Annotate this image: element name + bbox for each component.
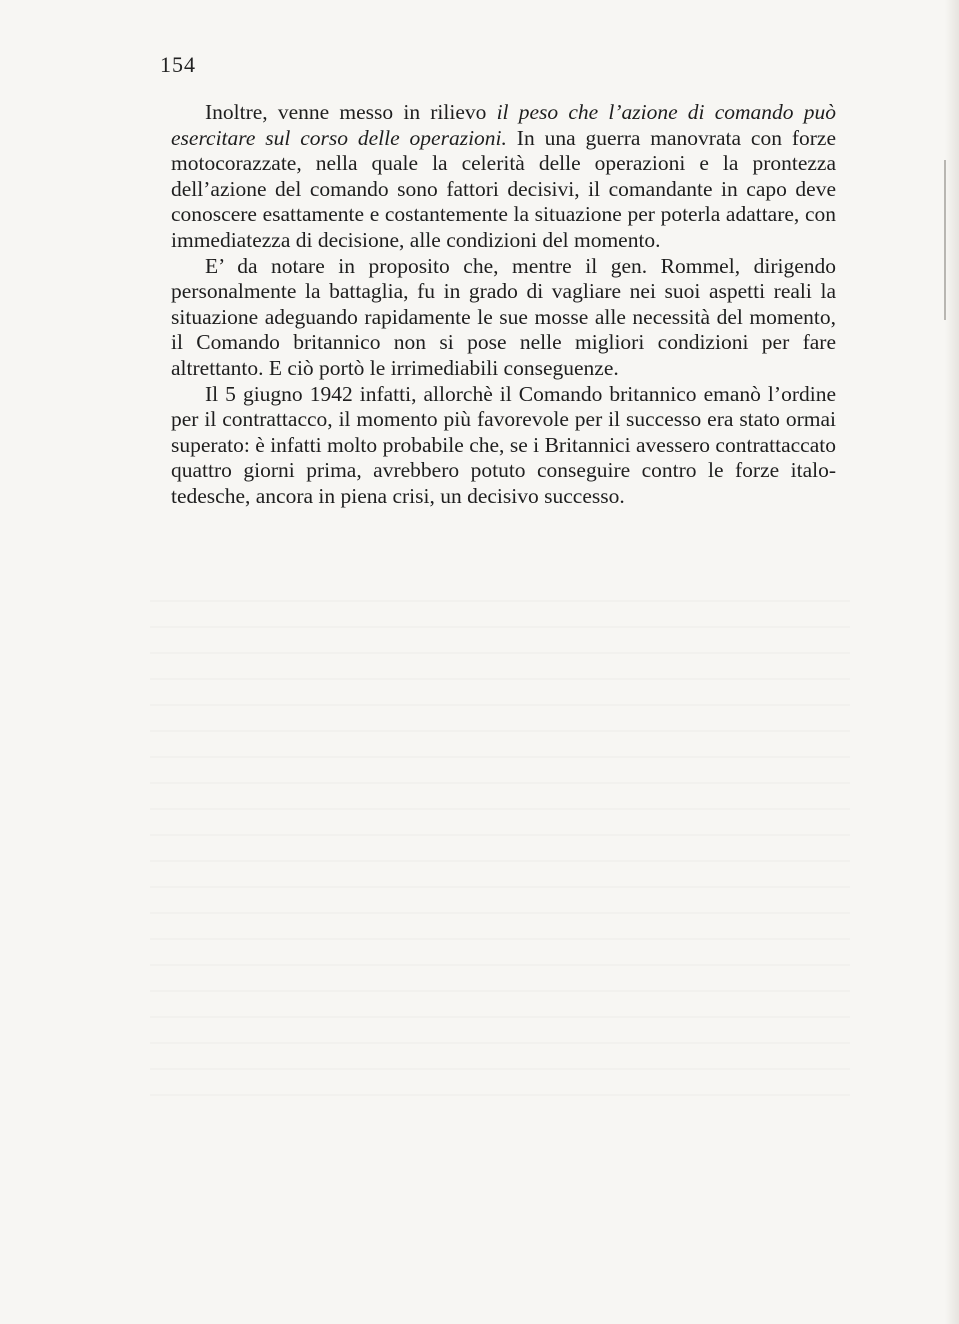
paragraph-3: Il 5 giugno 1942 infatti, allorchè il Comando britannico emanò l’ordine per il contrattacco, il momento più favorevole per il successo era stato ormai superato: è infatti molto probabile che, se i Britannici avessero contrattaccato quattro giorni prima, avrebbero potuto conseguire contro le forze italo-tedesche, ancora in piena crisi, un decisivo successo. xyxy=(171,381,836,508)
paragraph-1 xyxy=(171,100,836,254)
paragraph-1-lead: Inoltre, venne messo in rilievo xyxy=(205,100,497,124)
paragraph-1-body: In una guerra manovrata con forze motocorazzate, nella quale la celerità delle operazioni e la prontezza dell’azione del comando sono fattori decisivi, il comandante in capo deve conoscere esattamente e costantemente la situazione per poterla adattare, con immediatezza di decisione, alle condizioni del momento. xyxy=(171,125,836,252)
page-number: 154 xyxy=(160,52,196,77)
paragraph-1-emphasis: il peso che l’azione di comando può esercitare sul corso delle operazioni. xyxy=(171,100,836,150)
paragraph-2: E’ da notare in proposito che, mentre il gen. Rommel, dirigendo personalmente la battaglia, fu in grado di vagliare nei suoi aspetti reali la situazione adeguando rapidamente le sue mosse alle necessità del momento, il Comando britannico non si pose nelle migliori condizioni per fare altrettanto. E ciò portò le irrimediabili conseguenze. xyxy=(171,253,836,380)
scan-edge-shadow xyxy=(945,0,959,1324)
show-through-texture xyxy=(150,600,850,1100)
body-text xyxy=(171,100,836,510)
scan-margin-line xyxy=(944,160,946,320)
